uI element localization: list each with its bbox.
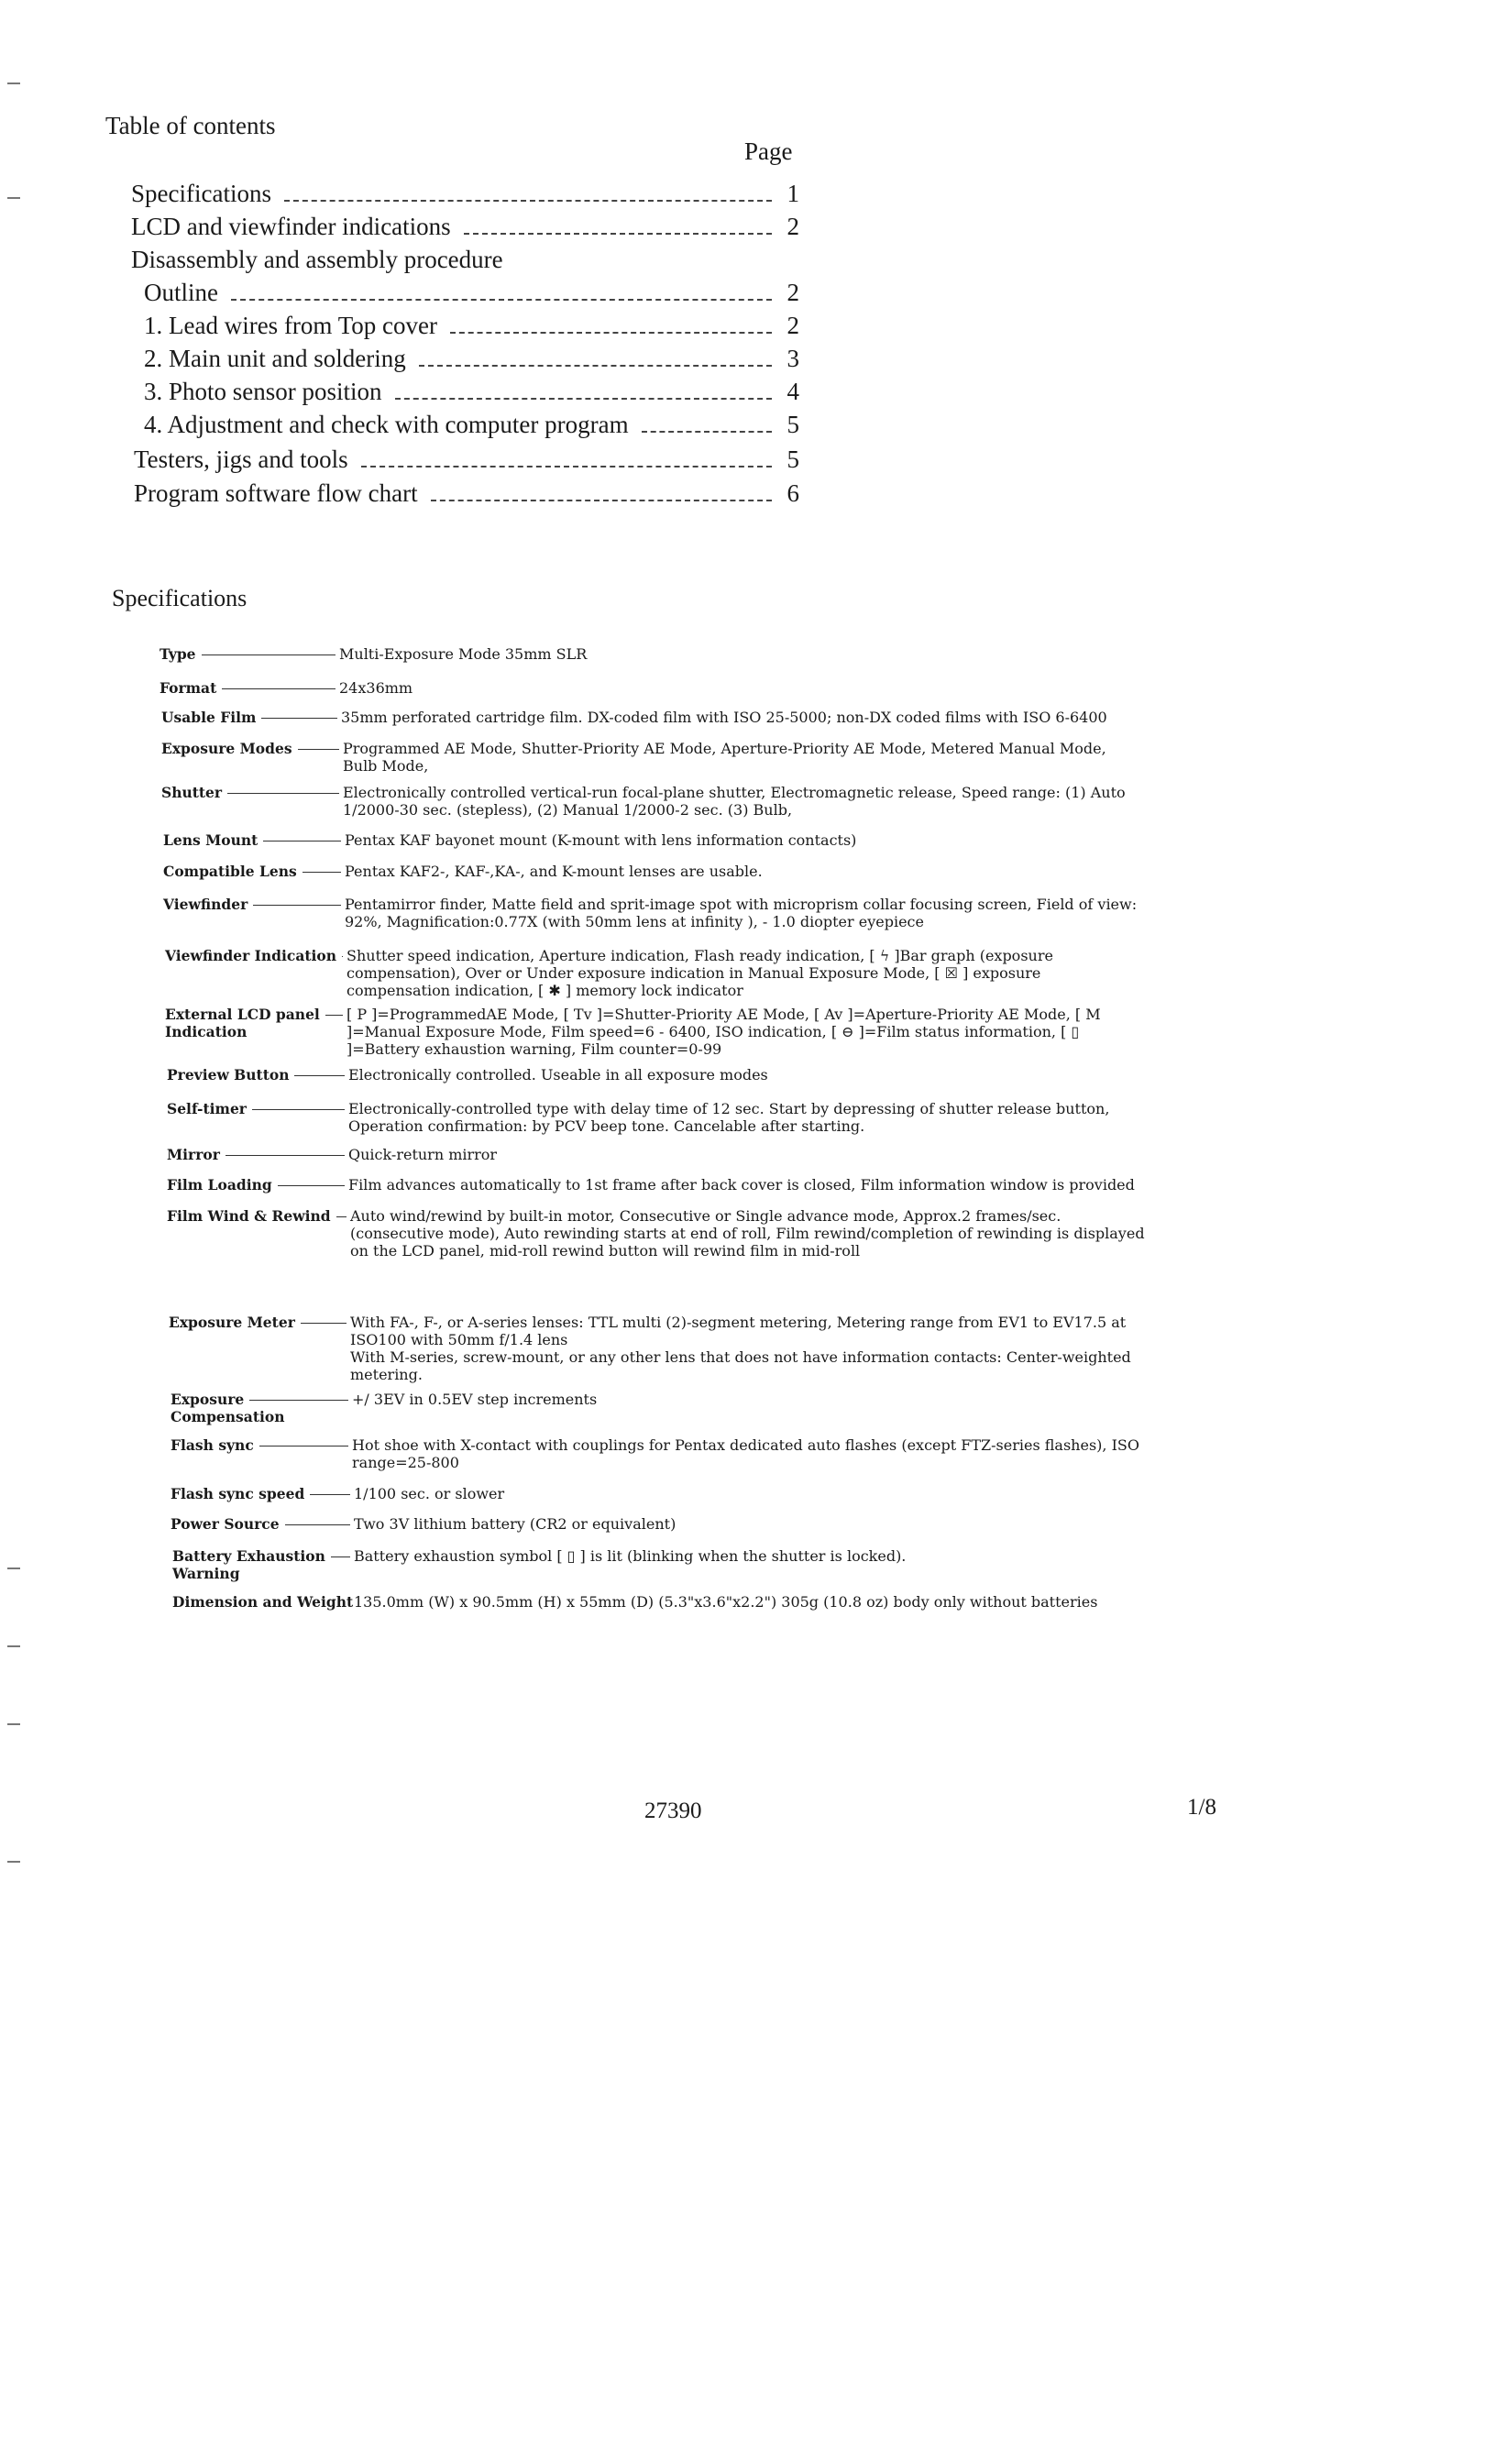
spec-value: Programmed AE Mode, Shutter-Priority AE Mode, Aperture-Priority AE Mode, Metered Manual Mode, Bulb Mode, (343, 740, 1106, 775)
spec-label: Mirror (167, 1146, 220, 1163)
spec-value: Electronically-controlled type with delay time of 12 sec. Start by depressing of shutter release button, Operation confirmation: by PCV beep tone. Cancelable after starting. (348, 1100, 1110, 1135)
spec-label: Exposure Modes (161, 740, 292, 757)
spec-leader-line (222, 688, 336, 690)
spec-leader-line (310, 1494, 350, 1496)
spec-leader-line (249, 1400, 348, 1402)
toc-entry-label: 3. Photo sensor position (144, 378, 382, 405)
toc-entry-page: 2 (786, 279, 799, 306)
spec-value: Quick-return mirror (348, 1146, 498, 1163)
toc-dot-leader (464, 232, 772, 235)
spec-label: Viewfinder Indication (165, 947, 337, 964)
spec-label: Viewfinder (163, 896, 248, 913)
toc-page-header: Page (744, 138, 793, 165)
toc-dot-leader (231, 298, 772, 301)
spec-leader-line (202, 654, 336, 656)
toc-entry-page: 2 (786, 312, 799, 339)
toc-entry-label: Testers, jigs and tools (134, 446, 348, 473)
spec-value: Film advances automatically to 1st frame after back cover is closed, Film information window is provided (348, 1176, 1135, 1194)
toc-entry-label: Disassembly and assembly procedure (131, 246, 503, 273)
toc-entry (144, 378, 799, 411)
toc-entry-page: 3 (786, 345, 799, 372)
toc-entry-label: Program software flow chart (134, 479, 418, 507)
toc-title: Table of contents (105, 112, 276, 139)
spec-leader-line (302, 872, 341, 874)
spec-label: Dimension and Weight (172, 1593, 354, 1611)
spec-label: Flash sync speed (170, 1485, 305, 1502)
spec-label: Self-timer (167, 1100, 247, 1117)
toc-entry-label: 2. Main unit and soldering (144, 345, 406, 372)
spec-leader-line (227, 793, 339, 795)
toc-dot-leader (431, 499, 772, 501)
toc-entry (144, 312, 799, 345)
toc-entry (131, 213, 799, 246)
spec-label: Format (160, 679, 217, 697)
scan-mark (7, 1723, 20, 1725)
spec-value: Pentax KAF bayonet mount (K-mount with lens information contacts) (345, 831, 857, 849)
spec-value: Electronically controlled vertical-run focal-plane shutter, Electromagnetic release, Speed range: (1) Auto 1/2000-30 sec. (stepless), (2) Manual 1/2000-2 sec. (3) Bulb, (343, 784, 1126, 819)
toc-entry-label: LCD and viewfinder indications (131, 213, 451, 240)
spec-label: Usable Film (161, 709, 257, 726)
spec-value: Battery exhaustion symbol [ ▯ ] is lit (blinking when the shutter is locked). (354, 1547, 907, 1565)
toc-entry (144, 345, 799, 378)
spec-value: Pentax KAF2-, KAF-,KA-, and K-mount lenses are usable. (345, 863, 763, 880)
spec-leader-line (278, 1185, 345, 1187)
toc-dot-leader (284, 199, 772, 202)
spec-value: 1/100 sec. or slower (354, 1485, 505, 1502)
spec-label: Shutter (161, 784, 223, 801)
scan-mark (7, 1645, 20, 1647)
toc-dot-leader (361, 465, 772, 468)
spec-value: Two 3V lithium battery (CR2 or equivalent) (354, 1515, 676, 1533)
spec-leader-line (252, 1109, 345, 1111)
scan-mark (7, 1568, 20, 1569)
toc-entry-label: 1. Lead wires from Top cover (144, 312, 438, 339)
spec-label: Lens Mount (163, 831, 258, 849)
toc-entry-page: 5 (786, 446, 799, 473)
toc-entry-page: 6 (786, 479, 799, 507)
toc-entry-page: 4 (786, 378, 799, 405)
spec-label: Power Source (170, 1515, 280, 1533)
spec-leader-line (336, 1216, 346, 1218)
spec-value: Shutter speed indication, Aperture indication, Flash ready indication, [ ϟ ]Bar graph (exposure compensation), Over or Under exposure indication in Manual Exposure Mode, [ ☒ ] exposure compensation indication, [ ✱ ] memory lock indicator (346, 947, 1053, 999)
spec-leader-line (263, 841, 341, 842)
spec-label: Preview Button (167, 1066, 290, 1084)
toc-dot-leader (395, 397, 772, 400)
toc-entry-page: 1 (786, 180, 799, 207)
spec-label: Exposure Compensation (170, 1391, 285, 1425)
spec-value: [ P ]=ProgrammedAE Mode, [ Tv ]=Shutter-Priority AE Mode, [ Av ]=Aperture-Priority AE Mode, [ M ]=Manual Exposure Mode, Film speed=6 - 6400, ISO indication, [ ⊖ ]=Film status information, [ ▯ ]=Battery exhaustion warning, Film counter=0-99 (346, 1006, 1101, 1058)
spec-leader-line (331, 1556, 350, 1558)
spec-value: With FA-, F-, or A-series lenses: TTL multi (2)-segment metering, Metering range from EV1 to EV17.5 at ISO100 with 50mm f/1.4 lens With M-series, screw-mount, or any other lens that does not have information contacts: Center-weighted metering. (350, 1314, 1131, 1383)
toc-dot-leader (419, 364, 772, 367)
spec-value: Hot shoe with X-contact with couplings for Pentax dedicated auto flashes (except FTZ-series flashes), ISO range=25-800 (352, 1436, 1139, 1471)
toc-dot-leader (450, 331, 772, 334)
toc-entry (131, 246, 503, 279)
spec-value: 24x36mm (339, 679, 413, 697)
spec-leader-line (261, 718, 337, 720)
specifications-heading: Specifications (112, 585, 248, 611)
spec-leader-line (285, 1524, 350, 1526)
scan-mark (7, 197, 20, 199)
scan-mark (7, 1861, 20, 1863)
spec-label: Battery Exhaustion Warning (172, 1547, 325, 1582)
spec-value: 35mm perforated cartridge film. DX-coded film with ISO 25-5000; non-DX coded films with ISO 6-6400 (341, 709, 1107, 726)
spec-value: Electronically controlled. Useable in all exposure modes (348, 1066, 768, 1084)
page-indicator: 1/8 (1187, 1795, 1216, 1820)
spec-value: +/ 3EV in 0.5EV step increments (352, 1391, 598, 1408)
toc-entry (134, 446, 799, 478)
spec-label: External LCD panel Indication (165, 1006, 320, 1040)
spec-leader-line (226, 1155, 345, 1157)
spec-label: Film Loading (167, 1176, 272, 1194)
toc-entry (144, 279, 799, 312)
spec-leader-line (298, 749, 339, 751)
toc-entry (144, 411, 799, 444)
spec-label: Compatible Lens (163, 863, 297, 880)
spec-leader-line (294, 1075, 345, 1077)
spec-value: Multi-Exposure Mode 35mm SLR (339, 645, 588, 663)
toc-entry-label: Outline (144, 279, 218, 306)
toc-entry-page: 2 (786, 213, 799, 240)
document-number: 27390 (644, 1798, 702, 1823)
spec-value: 135.0mm (W) x 90.5mm (H) x 55mm (D) (5.3"x3.6"x2.2") 305g (10.8 oz) body only without batteries (354, 1593, 1098, 1611)
spec-label: Exposure Meter (169, 1314, 295, 1331)
toc-entry-label: Specifications (131, 180, 271, 207)
spec-label: Flash sync (170, 1436, 254, 1454)
toc-entry (131, 180, 799, 213)
spec-leader-line (325, 1015, 343, 1017)
spec-label: Type (160, 645, 196, 663)
toc-entry-page: 5 (786, 411, 799, 438)
scan-mark (7, 82, 20, 84)
spec-label: Film Wind & Rewind (167, 1207, 331, 1225)
toc-entry (134, 479, 799, 512)
spec-leader-line (301, 1323, 346, 1325)
spec-leader-line (259, 1446, 348, 1447)
spec-value: Auto wind/rewind by built-in motor, Consecutive or Single advance mode, Approx.2 frames/sec.(consecutive mode), Auto rewinding starts at end of roll, Film rewind/completion of rewinding is displayed on the LCD panel, mid-roll rewind button will rewind film in mid-roll (350, 1207, 1145, 1260)
spec-leader-line (253, 905, 341, 907)
spec-value: Pentamirror finder, Matte field and sprit-image spot with microprism collar focusing screen, Field of view: 92%, Magnification:0.77X (with 50mm lens at infinity ), - 1.0 diopter eyepiece (345, 896, 1138, 930)
toc-dot-leader (642, 430, 772, 433)
toc-entry-label: 4. Adjustment and check with computer program (144, 411, 629, 438)
spec-leader-line (342, 956, 343, 958)
